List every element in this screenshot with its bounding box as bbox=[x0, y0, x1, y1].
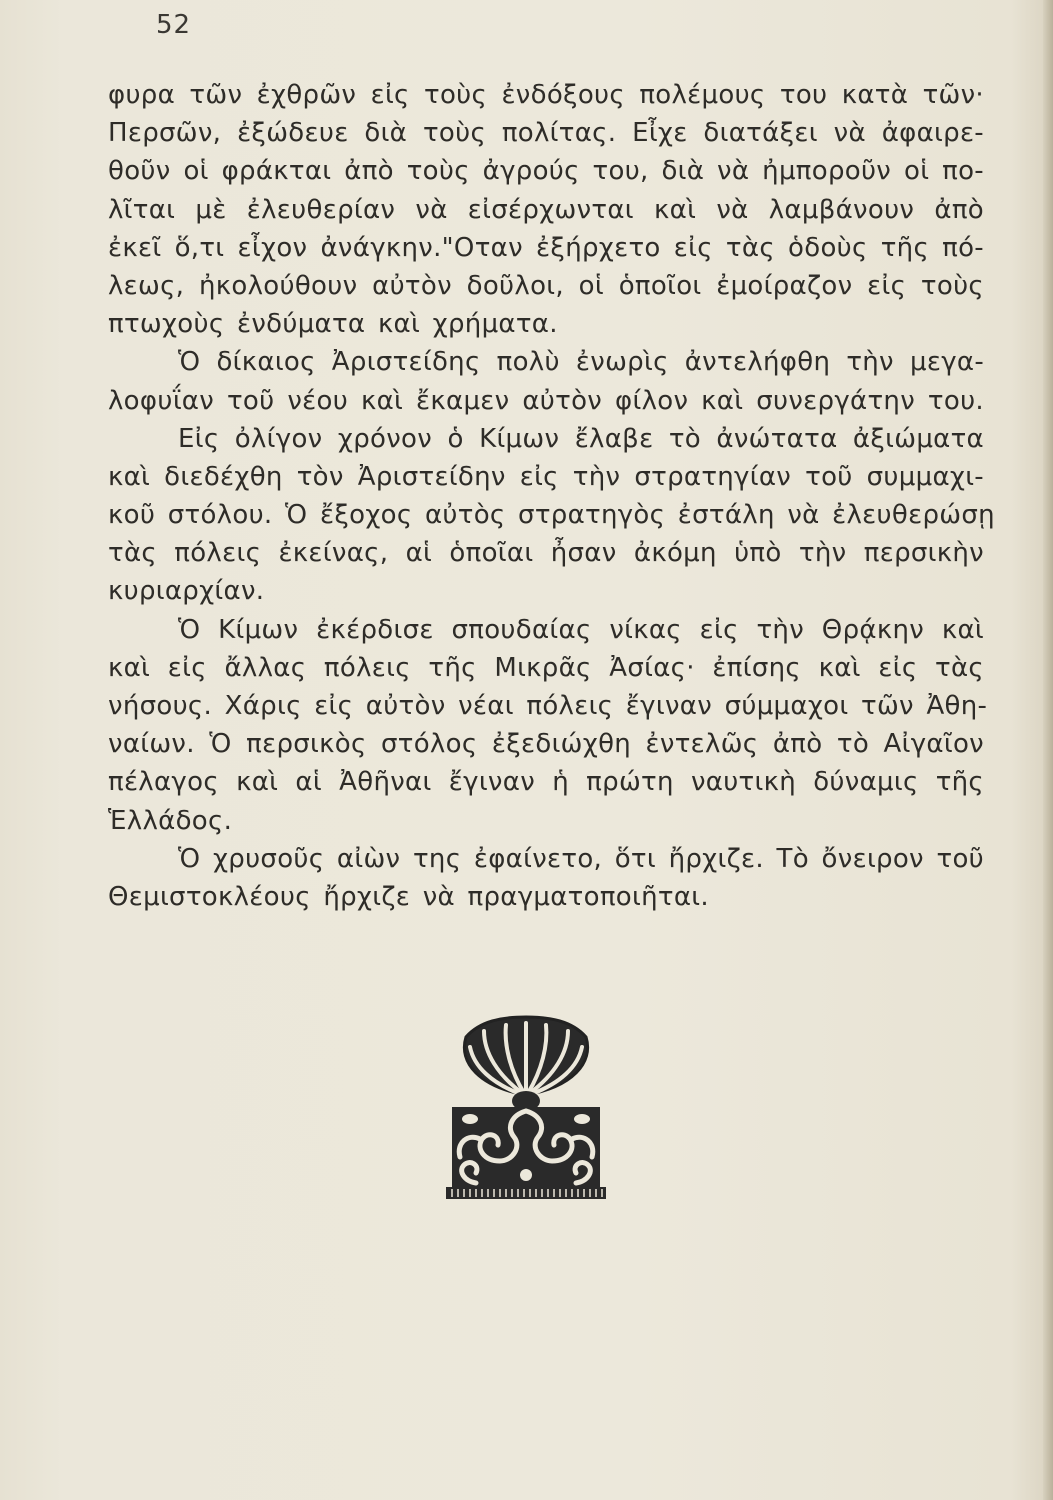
text-line: καὶ εἰς ἄλλας πόλεις τῆς Μικρᾶς Ἀσίας· ἐπίσης καὶ εἰς τὰς bbox=[108, 652, 984, 683]
text-line: φυρα τῶν ἐχθρῶν εἰς τοὺς ἐνδόξους πολέμους του κατὰ τῶν· bbox=[108, 80, 984, 110]
text-line: πτωχοὺς ἐνδύματα καὶ χρήματα. bbox=[108, 309, 558, 340]
text-line: Ὁ χρυσοῦς αἰὼν της ἐφαίνετο, ὅτι ἤρχιζε. Τὸ ὄνειρον τοῦ bbox=[178, 843, 984, 874]
text-line: ἐκεῖ ὅ,τι εἶχον ἀνάγκην."Οταν ἐξήρχετο εἰς τὰς ὁδοὺς τῆς πό- bbox=[108, 232, 984, 263]
text-line: λεως, ἠκολούθουν αὐτὸν δοῦλοι, οἱ ὁποῖοι ἐμοίραζον εἰς τοὺς bbox=[108, 270, 984, 301]
text-line: κυριαρχίαν. bbox=[108, 576, 265, 607]
text-line: λῖται μὲ ἐλευθερίαν νὰ εἰσέρχωνται καὶ νὰ λαμβάνουν ἀπὸ bbox=[108, 194, 984, 225]
page-edge bbox=[1043, 0, 1053, 1500]
page-number: 52 bbox=[156, 10, 192, 40]
text-line: κοῦ στόλου. Ὁ ἔξοχος αὐτὸς στρατηγὸς ἐστάλη νὰ ἐλευθερώσῃ bbox=[108, 500, 995, 531]
text-line: Ἑλλάδος. bbox=[108, 805, 233, 836]
text-line: Περσῶν, ἐξώδευε διὰ τοὺς πολίτας. Εἶχε διατάξει νὰ ἀφαιρε- bbox=[108, 118, 984, 149]
palmette-ornament-icon bbox=[440, 1015, 612, 1200]
body-text bbox=[108, 76, 995, 916]
text-line: θοῦν οἱ φράκται ἀπὸ τοὺς ἀγρούς του, διὰ νὰ ἠμποροῦν οἱ πο- bbox=[108, 156, 984, 187]
text-line: καὶ διεδέχθη τὸν Ἀριστείδην εἰς τὴν στρατηγίαν τοῦ συμμαχι- bbox=[108, 461, 984, 492]
text-line: Θεμιστοκλέους ἤρχιζε νὰ πραγματοποιῆται. bbox=[108, 881, 709, 912]
text-line: ναίων. Ὁ περσικὸς στόλος ἐξεδιώχθη ἐντελῶς ἀπὸ τὸ Αἰγαῖον bbox=[108, 729, 984, 760]
text-line: Ὁ Κίμων ἐκέρδισε σπουδαίας νίκας εἰς τὴν Θρᾴκην καὶ bbox=[178, 614, 984, 645]
text-line: Ὁ δίκαιος Ἀριστείδης πολὺ ἐνωρὶς ἀντελήφθη τὴν μεγα- bbox=[178, 347, 984, 378]
text-line: λοφυΐαν τοῦ νέου καὶ ἔκαμεν αὐτὸν φίλον καὶ συνεργάτην του. bbox=[108, 385, 984, 416]
text-line: νήσους. Χάρις εἰς αὐτὸν νέαι πόλεις ἔγιναν σύμμαχοι τῶν Ἀθη- bbox=[108, 691, 988, 721]
text-line: τὰς πόλεις ἐκείνας, αἱ ὁποῖαι ἦσαν ἀκόμη ὑπὸ τὴν περσικὴν bbox=[108, 538, 984, 569]
text-line: Εἰς ὀλίγον χρόνον ὁ Κίμων ἔλαβε τὸ ἀνώτατα ἀξιώματα bbox=[178, 423, 984, 454]
text-line: πέλαγος καὶ αἱ Ἀθῆναι ἔγιναν ἡ πρώτη ναυτικὴ δύναμις τῆς bbox=[108, 767, 984, 798]
